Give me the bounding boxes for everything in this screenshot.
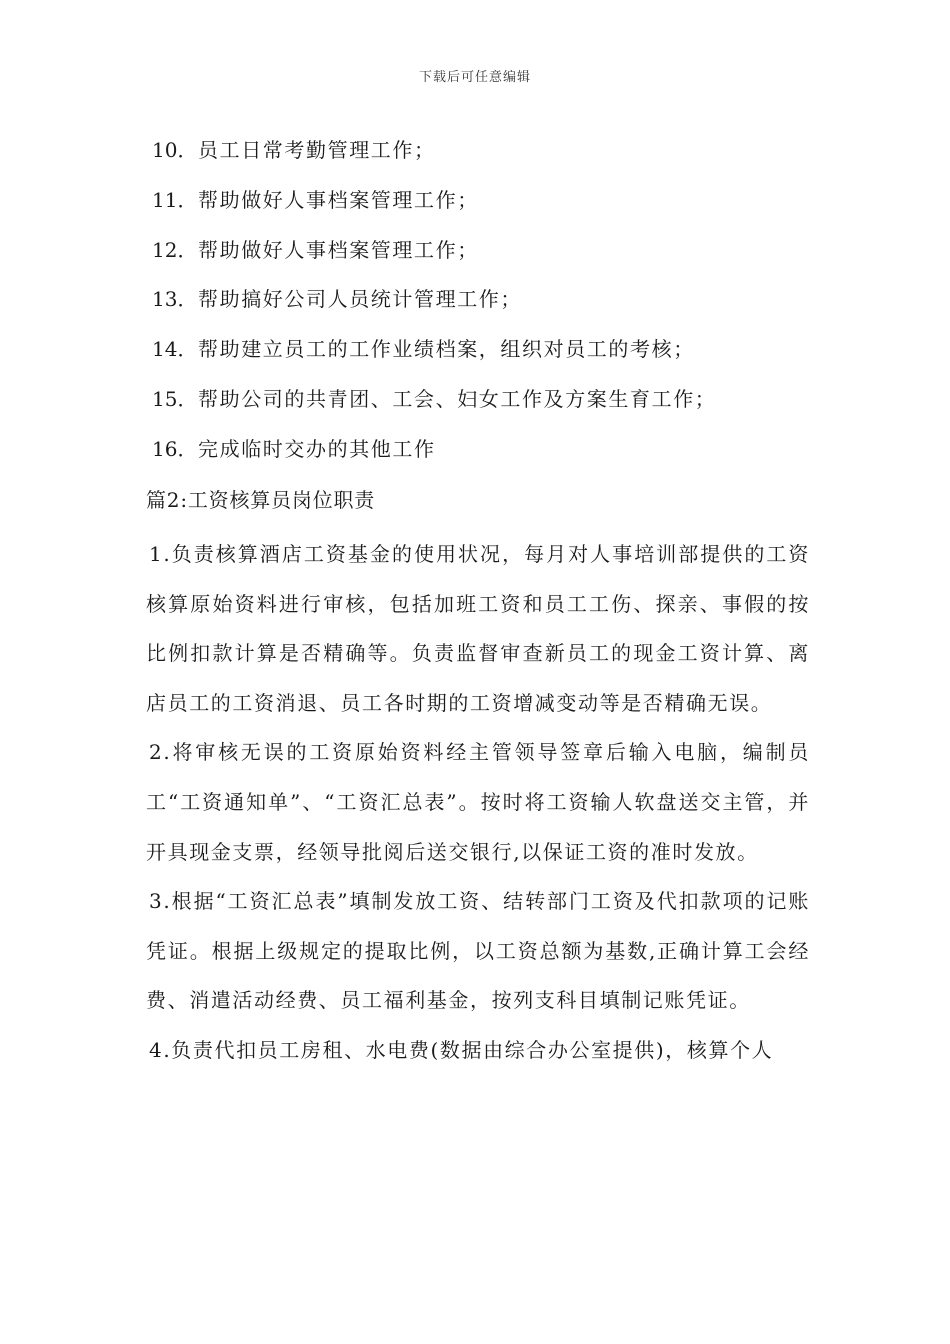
- list-item: [152, 178, 812, 228]
- list-item-text: 员工日常考勤管理工作；: [198, 138, 436, 162]
- paragraph: 4.负责代扣员工房租、水电费(数据由综合办公室提供)，核算个人: [149, 1037, 774, 1062]
- list-item: [152, 128, 812, 178]
- list-item-text: 帮助做好人事档案管理工作；: [198, 187, 479, 212]
- paragraph: 2.将审核无误的工资原始资料经主管领导签章后输入电脑，编制员工“工资通知单”、“工资汇总表”。按时将工资输人软盘送交主管，并开具现金支票，经领导批阅后送交银行,以保证工资的准时发放。: [146, 740, 810, 864]
- list-item: [152, 277, 812, 327]
- list-item: [152, 228, 812, 278]
- paragraph: 1.负责核算酒店工资基金的使用状况，每月对人事培训部提供的工资核算原始资料进行审核，包括加班工资和员工工伤、探亲、事假的按比例扣款计算是否精确等。负责监督审查新员工的现金工资计算、离店员工的工资消退、员工各时期的工资增减变动等是否精确无误。: [146, 542, 810, 715]
- list-item-number: 12．: [152, 237, 198, 262]
- list-item-number: 16．: [152, 436, 198, 461]
- list-item: [152, 427, 812, 477]
- list-item-number: 11．: [152, 187, 198, 212]
- list-item-text: 帮助建立员工的工作业绩档案，组织对员工的考核；: [198, 337, 695, 362]
- list-item-text: 帮助公司的共青团、工会、妇女工作及方案生育工作；: [198, 386, 717, 411]
- list-item-number: 10．: [152, 138, 198, 162]
- paragraph: 3.根据“工资汇总表”填制发放工资、结转部门工资及代扣款项的记账凭证。根据上级规定的提取比例，以工资总额为基数,正确计算工会经费、消遣活动经费、员工福利基金，按列支科目填制记账凭证。: [146, 889, 810, 1013]
- list-item-text: 完成临时交办的其他工作: [198, 436, 436, 461]
- body-text: [146, 530, 810, 1076]
- section-title: 篇2:工资核算员岗位职责: [146, 488, 376, 512]
- list-item-number: 14．: [152, 337, 198, 362]
- list-item-number: 15．: [152, 386, 198, 411]
- page-header: 下载后可任意编辑: [418, 70, 531, 85]
- list-item: [152, 327, 812, 377]
- list-item-text: 帮助做好人事档案管理工作；: [198, 237, 479, 262]
- list-item-number: 13．: [152, 287, 198, 312]
- list-item-text: 帮助搞好公司人员统计管理工作；: [198, 287, 522, 312]
- list-item: [152, 377, 812, 427]
- duty-list: [152, 128, 812, 477]
